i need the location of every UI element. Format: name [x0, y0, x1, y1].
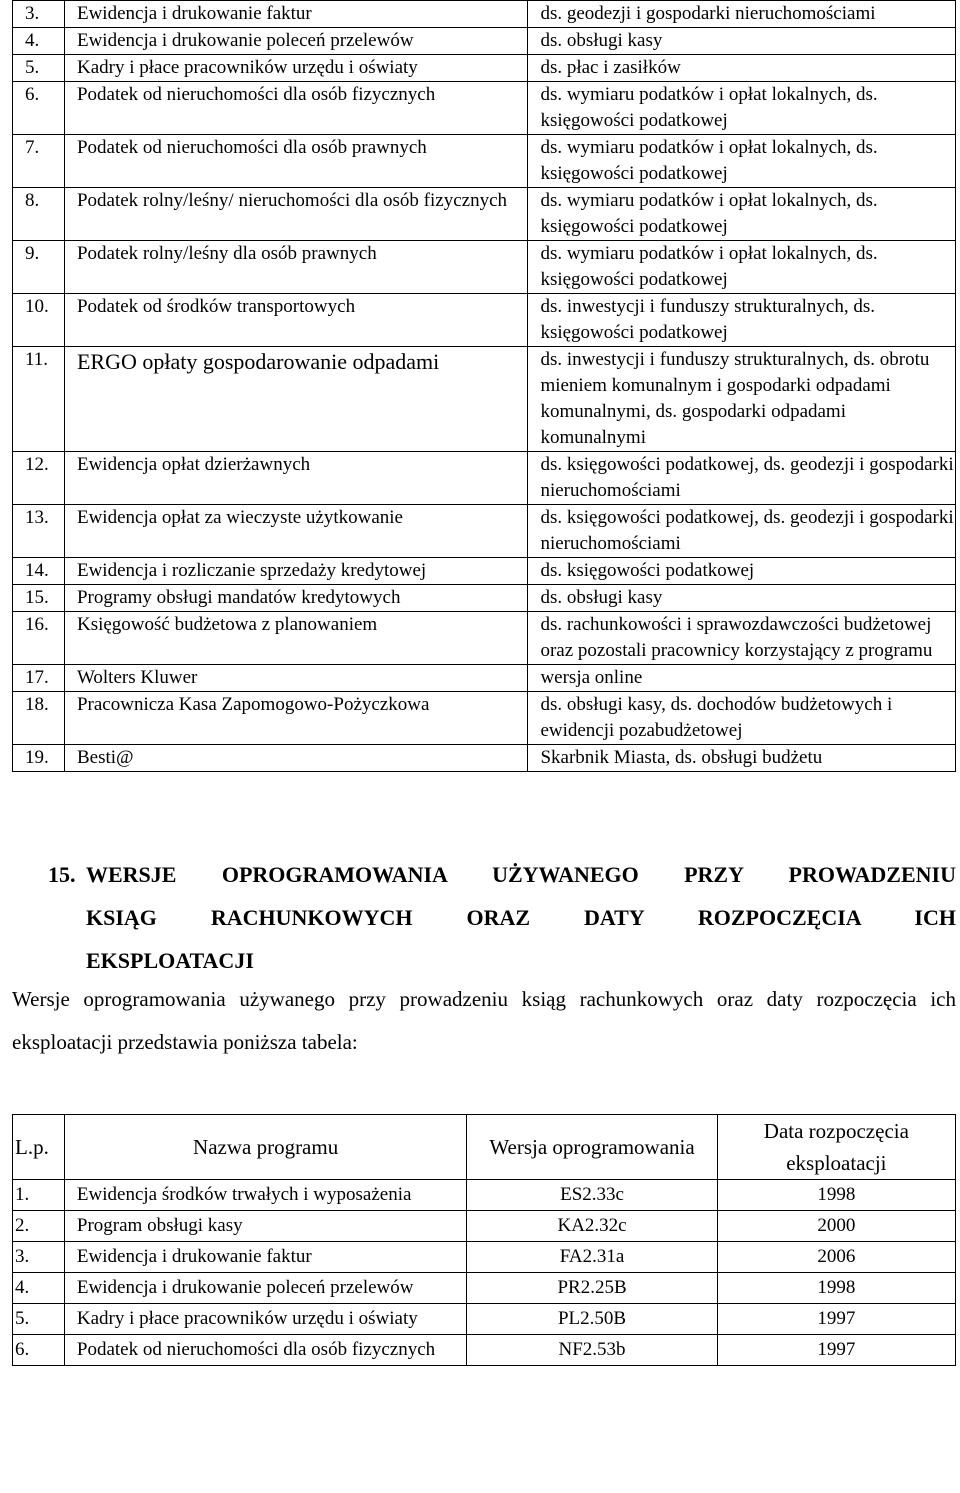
row-lp: 4.	[13, 1273, 65, 1304]
row-number: 8.	[13, 188, 65, 241]
software-versions-table	[12, 1114, 956, 1366]
table-row	[13, 692, 956, 745]
department: ds. obsługi kasy	[528, 585, 956, 612]
departments-table	[12, 0, 956, 772]
row-version: KA2.32c	[467, 1211, 717, 1242]
department: ds. wymiaru podatków i opłat lokalnych, ds. księgowości podatkowej	[528, 82, 956, 135]
program-name: Podatek rolny/leśny/ nieruchomości dla osób fizycznych	[64, 188, 527, 241]
department: ds. płac i zasiłków	[528, 55, 956, 82]
row-number: 15.	[13, 585, 65, 612]
row-number: 4.	[13, 28, 65, 55]
row-number: 17.	[13, 665, 65, 692]
table-row	[13, 347, 956, 452]
row-version: PL2.50B	[467, 1304, 717, 1335]
section-number: 15.	[48, 862, 76, 887]
table-row	[13, 612, 956, 665]
department: ds. księgowości podatkowej	[528, 558, 956, 585]
program-name: Podatek od środków transportowych	[64, 294, 527, 347]
row-date: 1998	[717, 1180, 955, 1211]
row-number: 10.	[13, 294, 65, 347]
row-date: 2006	[717, 1242, 955, 1273]
table-row	[13, 1242, 956, 1273]
row-version: FA2.31a	[467, 1242, 717, 1273]
table-row	[13, 452, 956, 505]
row-lp: 1.	[13, 1180, 65, 1211]
program-name: Podatek od nieruchomości dla osób fizycznych	[64, 82, 527, 135]
table-row	[13, 1211, 956, 1242]
table-header-row	[13, 1115, 956, 1180]
program-name: Księgowość budżetowa z planowaniem	[64, 612, 527, 665]
row-date: 1997	[717, 1304, 955, 1335]
row-number: 13.	[13, 505, 65, 558]
table-row	[13, 1180, 956, 1211]
row-date: 2000	[717, 1211, 955, 1242]
department: ds. obsługi kasy, ds. dochodów budżetowych i ewidencji pozabudżetowej	[528, 692, 956, 745]
table-row	[13, 135, 956, 188]
program-name: Ewidencja i rozliczanie sprzedaży kredytowej	[64, 558, 527, 585]
row-version: PR2.25B	[467, 1273, 717, 1304]
row-name: Podatek od nieruchomości dla osób fizycznych	[64, 1335, 466, 1366]
row-version: NF2.53b	[467, 1335, 717, 1366]
table-row	[13, 294, 956, 347]
row-name: Ewidencja środków trwałych i wyposażenia	[64, 1180, 466, 1211]
department: ds. rachunkowości i sprawozdawczości budżetowej oraz pozostali pracownicy korzystający z programu	[528, 612, 956, 665]
row-number: 5.	[13, 55, 65, 82]
department: ds. wymiaru podatków i opłat lokalnych, ds. księgowości podatkowej	[528, 135, 956, 188]
table-row	[13, 558, 956, 585]
section-title-line-3: EKSPLOATACJI	[86, 948, 254, 973]
row-lp: 3.	[13, 1242, 65, 1273]
program-name: Ewidencja i drukowanie poleceń przelewów	[64, 28, 527, 55]
department: ds. wymiaru podatków i opłat lokalnych, ds. księgowości podatkowej	[528, 188, 956, 241]
row-number: 18.	[13, 692, 65, 745]
program-name: Pracownicza Kasa Zapomogowo-Pożyczkowa	[64, 692, 527, 745]
department: wersja online	[528, 665, 956, 692]
table-row	[13, 241, 956, 294]
section-title-line-1: WERSJE OPROGRAMOWANIA UŻYWANEGO PRZY PROWADZENIU	[86, 862, 956, 887]
row-name: Ewidencja i drukowanie poleceń przelewów	[64, 1273, 466, 1304]
table-row	[13, 1304, 956, 1335]
program-name: Besti@	[64, 745, 527, 772]
row-number: 16.	[13, 612, 65, 665]
table-row	[13, 1335, 956, 1366]
row-number: 7.	[13, 135, 65, 188]
table-row	[13, 745, 956, 772]
row-version: ES2.33c	[467, 1180, 717, 1211]
program-name: Ewidencja opłat za wieczyste użytkowanie	[64, 505, 527, 558]
department: ds. wymiaru podatków i opłat lokalnych, ds. księgowości podatkowej	[528, 241, 956, 294]
header-name: Nazwa programu	[64, 1115, 466, 1180]
row-lp: 6.	[13, 1335, 65, 1366]
department: ds. inwestycji i funduszy strukturalnych, ds. księgowości podatkowej	[528, 294, 956, 347]
table-row	[13, 1, 956, 28]
row-number: 11.	[13, 347, 65, 452]
row-lp: 2.	[13, 1211, 65, 1242]
department: ds. inwestycji i funduszy strukturalnych, ds. obrotu mieniem komunalnym i gospodarki odpadami komunalnymi, ds. gospodarki odpadami komunalnymi	[528, 347, 956, 452]
department: ds. geodezji i gospodarki nieruchomościami	[528, 1, 956, 28]
row-date: 1997	[717, 1335, 955, 1366]
table-row	[13, 505, 956, 558]
department: ds. obsługi kasy	[528, 28, 956, 55]
department: Skarbnik Miasta, ds. obsługi budżetu	[528, 745, 956, 772]
table-row	[13, 665, 956, 692]
program-name: Ewidencja i drukowanie faktur	[64, 1, 527, 28]
section-title-line-2: KSIĄG RACHUNKOWYCH ORAZ DATY ROZPOCZĘCIA ICH	[86, 905, 956, 930]
header-lp: L.p.	[13, 1115, 65, 1180]
row-number: 6.	[13, 82, 65, 135]
department: ds. księgowości podatkowej, ds. geodezji i gospodarki nieruchomościami	[528, 505, 956, 558]
department: ds. księgowości podatkowej, ds. geodezji i gospodarki nieruchomościami	[528, 452, 956, 505]
row-date: 1998	[717, 1273, 955, 1304]
row-number: 12.	[13, 452, 65, 505]
row-name: Kadry i płace pracowników urzędu i oświaty	[64, 1304, 466, 1335]
program-name: Kadry i płace pracowników urzędu i oświaty	[64, 55, 527, 82]
table-row	[13, 1273, 956, 1304]
table-row	[13, 188, 956, 241]
program-name: Wolters Kluwer	[64, 665, 527, 692]
row-number: 14.	[13, 558, 65, 585]
row-name: Program obsługi kasy	[64, 1211, 466, 1242]
table-row	[13, 82, 956, 135]
intro-paragraph: Wersje oprogramowania używanego przy prowadzeniu ksiąg rachunkowych oraz daty rozpoczęcia ich eksploatacji przedstawia poniższa tabela:	[12, 987, 956, 1054]
program-name: ERGO opłaty gospodarowanie odpadami	[64, 347, 527, 452]
row-lp: 5.	[13, 1304, 65, 1335]
program-name: Podatek rolny/leśny dla osób prawnych	[64, 241, 527, 294]
program-name: Ewidencja opłat dzierżawnych	[64, 452, 527, 505]
row-number: 9.	[13, 241, 65, 294]
section-heading	[48, 853, 956, 982]
table-row	[13, 55, 956, 82]
program-name: Podatek od nieruchomości dla osób prawnych	[64, 135, 527, 188]
row-number: 19.	[13, 745, 65, 772]
header-date: Data rozpoczęcia eksploatacji	[717, 1115, 955, 1180]
header-version: Wersja oprogramowania	[467, 1115, 717, 1180]
row-name: Ewidencja i drukowanie faktur	[64, 1242, 466, 1273]
row-number: 3.	[13, 1, 65, 28]
table-row	[13, 585, 956, 612]
program-name: Programy obsługi mandatów kredytowych	[64, 585, 527, 612]
table-row	[13, 28, 956, 55]
